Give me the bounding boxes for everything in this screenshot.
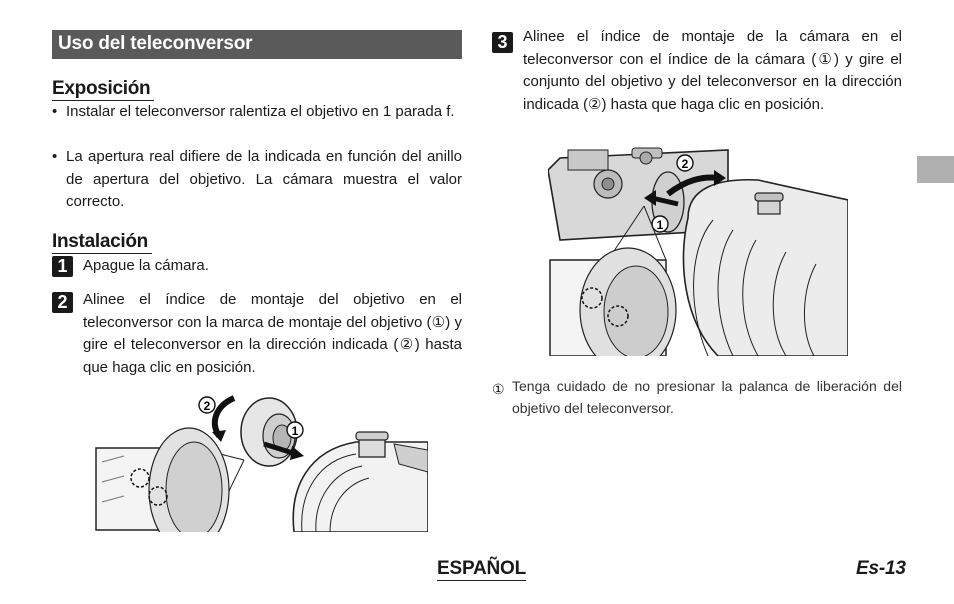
caution-text: Tenga cuidado de no presionar la palanca de liberación del objetivo del teleconversor. [512,378,902,416]
bullet-dot: • [52,103,58,120]
step-text: Apague la cámara. [83,257,209,274]
step-number: 3 [492,32,513,53]
side-tab-marker [917,156,954,183]
section-title: Uso del teleconversor [58,33,253,54]
bullet-text: La apertura real difiere de la indicada en función del anillo de apertura del objetivo. La cámara muestra el valor correcto. [66,148,462,210]
label-two: 2 [203,399,211,413]
bullet-item [52,101,462,146]
step3-illustration [548,140,848,356]
caution-icon: ① [492,381,505,397]
step-number: 2 [52,292,73,313]
bullet-text: Instalar el teleconversor ralentiza el objetivo en 1 parada f. [66,103,455,120]
page-number: Es-13 [856,558,906,579]
footer-language: ESPAÑOL [437,558,527,579]
bullet-dot: • [52,148,58,165]
bullet-item [52,146,462,214]
section-title-bar [52,30,462,59]
step-text: Alinee el índice de montaje del objetivo en el teleconversor con la marca de montaje del objetivo (①) y gire el teleconversor en la dirección indicada (②) hasta que haga clic en posición. [83,291,462,376]
label-one: 1 [656,218,664,232]
label-two: 2 [681,157,689,171]
exposure-heading: Exposición [52,78,154,101]
label-one: 1 [291,424,299,438]
step2-illustration [94,392,428,532]
installation-heading: Instalación [52,231,152,254]
step-text: Alinee el índice de montaje de la cámara en el teleconversor con el índice de la cámara (①) y gire el conjunto del objetivo y del teleconversor en la dirección indicada (②) hasta que haga clic en posición. [523,28,902,113]
step-number: 1 [52,256,73,277]
